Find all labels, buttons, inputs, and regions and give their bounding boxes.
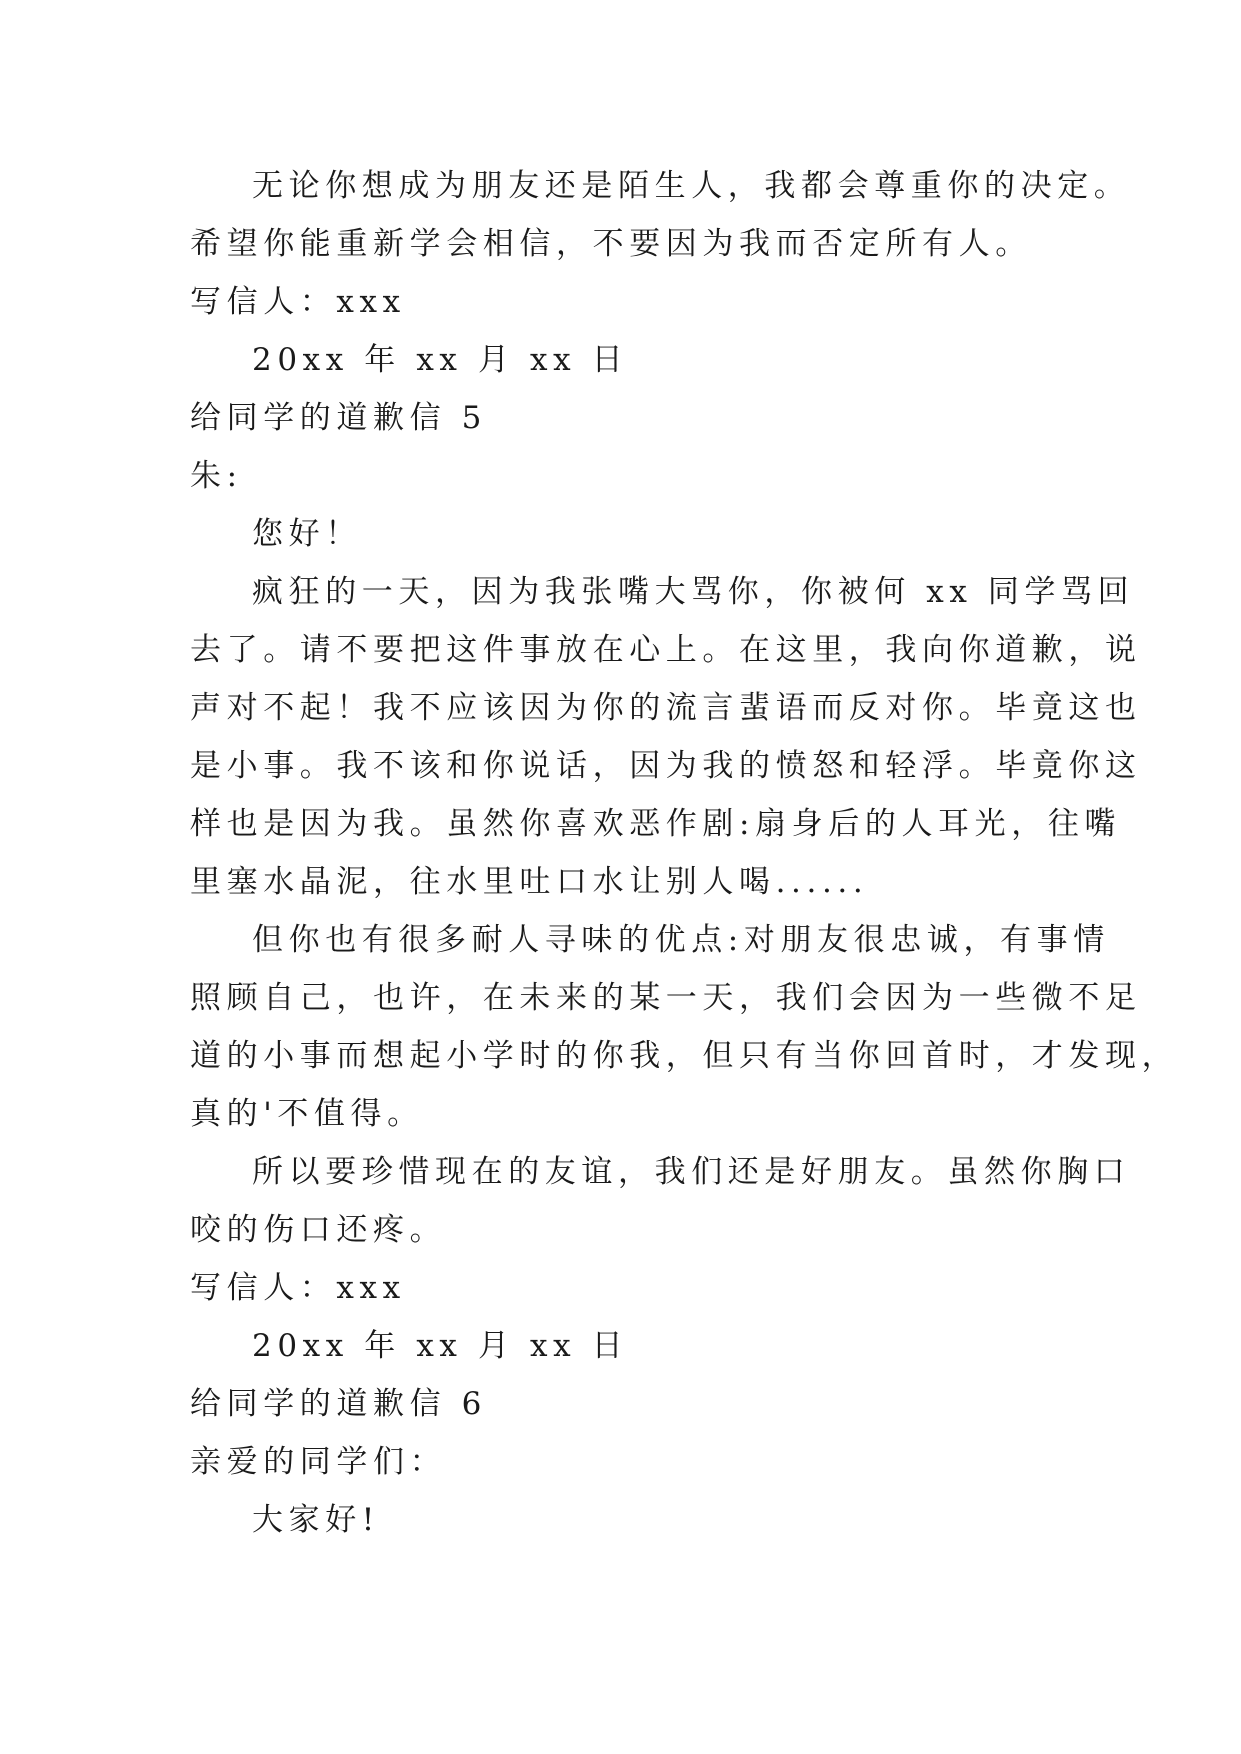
paragraph-line: 咬的伤口还疼。 — [190, 1212, 447, 1248]
paragraph-line: 照顾自己，也许，在未来的某一天，我们会因为一些微不足 — [190, 980, 1142, 1016]
greeting: 您好！ — [252, 516, 362, 552]
salutation: 亲爱的同学们： — [190, 1444, 447, 1480]
paragraph-line: 里塞水晶泥，往水里吐口水让别人喝...... — [190, 864, 869, 900]
salutation: 朱: — [190, 458, 243, 494]
paragraph-line: 去了。请不要把这件事放在心上。在这里，我向你道歉，说 — [190, 632, 1142, 668]
signature-line: 写信人：xxx — [190, 1270, 406, 1306]
greeting: 大家好! — [252, 1502, 380, 1538]
paragraph-line: 真的'不值得。 — [190, 1096, 424, 1132]
paragraph-line: 声对不起！我不应该因为你的流言蜚语而反对你。毕竟这也 — [190, 690, 1142, 726]
paragraph-line: 道的小事而想起小学时的你我，但只有当你回首时，才发现， — [190, 1038, 1179, 1074]
paragraph-line: 希望你能重新学会相信，不要因为我而否定所有人。 — [190, 226, 1032, 262]
letter-title: 给同学的道歉信 6 — [190, 1386, 487, 1422]
paragraph-line: 疯狂的一天，因为我张嘴大骂你，你被何 xx 同学骂回 — [252, 574, 1135, 610]
paragraph-line: 样也是因为我。虽然你喜欢恶作剧:扇身后的人耳光，往嘴 — [190, 806, 1122, 842]
paragraph-line: 但你也有很多耐人寻味的优点:对朋友很忠诚，有事情 — [252, 922, 1110, 958]
date-line: 20xx 年 xx 月 xx 日 — [252, 1328, 629, 1364]
paragraph-line: 无论你想成为朋友还是陌生人，我都会尊重你的决定。 — [252, 168, 1131, 204]
letter-title: 给同学的道歉信 5 — [190, 400, 487, 436]
paragraph-line: 所以要珍惜现在的友谊，我们还是好朋友。虽然你胸口 — [252, 1154, 1131, 1190]
signature-line: 写信人：xxx — [190, 284, 406, 320]
date-line: 20xx 年 xx 月 xx 日 — [252, 342, 629, 378]
paragraph-line: 是小事。我不该和你说话，因为我的愤怒和轻浮。毕竟你这 — [190, 748, 1142, 784]
